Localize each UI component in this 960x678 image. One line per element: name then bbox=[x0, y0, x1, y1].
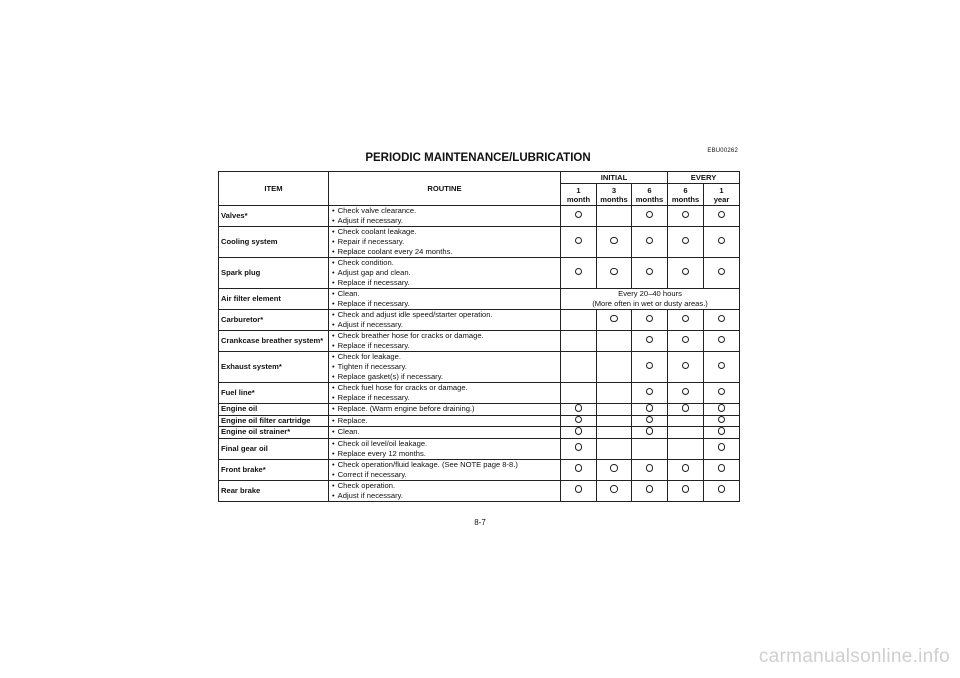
routine-step: • Replace if necessary. bbox=[332, 341, 558, 351]
item-name: Crankcase breather system* bbox=[219, 331, 329, 352]
interval-cell bbox=[668, 459, 704, 480]
circle-mark-icon bbox=[575, 237, 583, 245]
interval-cell bbox=[668, 227, 704, 258]
interval-cell bbox=[704, 258, 740, 289]
routine-step: • Check oil level/oil leakage. bbox=[332, 439, 558, 449]
interval-cell bbox=[632, 415, 668, 427]
interval-cell bbox=[561, 438, 597, 459]
circle-mark-icon bbox=[610, 237, 618, 245]
header-interval bbox=[668, 184, 704, 206]
circle-mark-icon bbox=[575, 211, 583, 219]
routine-cell bbox=[329, 415, 561, 427]
item-name: Spark plug bbox=[219, 258, 329, 289]
maintenance-schedule-table bbox=[218, 171, 740, 502]
interval-cell bbox=[704, 206, 740, 227]
table-row bbox=[219, 331, 740, 352]
circle-mark-icon bbox=[646, 211, 654, 219]
interval-cell bbox=[704, 404, 740, 416]
interval-cell bbox=[668, 427, 704, 439]
item-name: Engine oil filter cartridge bbox=[219, 415, 329, 427]
circle-mark-icon bbox=[575, 427, 583, 435]
routine-cell bbox=[329, 227, 561, 258]
item-name: Exhaust system* bbox=[219, 352, 329, 383]
interval-cell bbox=[632, 480, 668, 501]
header-interval bbox=[632, 184, 668, 206]
interval-cell bbox=[597, 352, 632, 383]
circle-mark-icon bbox=[575, 416, 583, 424]
table-row bbox=[219, 289, 740, 310]
interval-cell bbox=[704, 427, 740, 439]
header-item: ITEM bbox=[219, 172, 329, 206]
interval-cell bbox=[632, 258, 668, 289]
interval-cell bbox=[668, 258, 704, 289]
routine-cell bbox=[329, 459, 561, 480]
watermark: carmanualsonline.info bbox=[758, 646, 950, 667]
routine-cell bbox=[329, 480, 561, 501]
circle-mark-icon bbox=[682, 464, 690, 472]
circle-mark-icon bbox=[610, 315, 618, 323]
circle-mark-icon bbox=[718, 427, 726, 435]
circle-mark-icon bbox=[718, 315, 726, 323]
circle-mark-icon bbox=[646, 404, 654, 412]
routine-step: • Adjust gap and clean. bbox=[332, 268, 558, 278]
circle-mark-icon bbox=[646, 485, 654, 493]
circle-mark-icon bbox=[718, 268, 726, 276]
circle-mark-icon bbox=[682, 315, 690, 323]
interval-cell bbox=[632, 383, 668, 404]
routine-cell bbox=[329, 383, 561, 404]
interval-cell bbox=[632, 310, 668, 331]
circle-mark-icon bbox=[718, 404, 726, 412]
interval-cell bbox=[561, 459, 597, 480]
circle-mark-icon bbox=[646, 416, 654, 424]
interval-cell bbox=[632, 206, 668, 227]
routine-step: • Check operation/fluid leakage. (See NOTE page 8-8.) bbox=[332, 460, 558, 470]
interval-cell bbox=[632, 438, 668, 459]
interval-cell bbox=[632, 459, 668, 480]
interval-cell bbox=[668, 415, 704, 427]
interval-note bbox=[561, 289, 740, 310]
circle-mark-icon bbox=[718, 443, 726, 451]
interval-cell bbox=[561, 480, 597, 501]
circle-mark-icon bbox=[682, 388, 690, 396]
circle-mark-icon bbox=[718, 336, 726, 344]
header-every: EVERY bbox=[668, 172, 740, 184]
interval-cell bbox=[668, 438, 704, 459]
routine-step: • Check condition. bbox=[332, 258, 558, 268]
interval-cell bbox=[597, 459, 632, 480]
interval-cell bbox=[561, 404, 597, 416]
page-number: 8-7 bbox=[474, 518, 486, 527]
interval-cell bbox=[561, 227, 597, 258]
interval-unit: month bbox=[566, 194, 591, 204]
circle-mark-icon bbox=[718, 388, 726, 396]
interval-cell bbox=[597, 227, 632, 258]
interval-number: 3 bbox=[611, 185, 617, 195]
interval-cell bbox=[561, 331, 597, 352]
circle-mark-icon bbox=[646, 268, 654, 276]
interval-cell bbox=[597, 438, 632, 459]
table-row bbox=[219, 227, 740, 258]
table-row bbox=[219, 352, 740, 383]
item-name: Rear brake bbox=[219, 480, 329, 501]
circle-mark-icon bbox=[575, 443, 583, 451]
circle-mark-icon bbox=[646, 388, 654, 396]
header-interval bbox=[704, 184, 740, 206]
interval-cell bbox=[704, 459, 740, 480]
interval-cell bbox=[632, 404, 668, 416]
interval-cell bbox=[561, 310, 597, 331]
header-routine: ROUTINE bbox=[329, 172, 561, 206]
interval-number: 6 bbox=[683, 185, 688, 195]
interval-cell bbox=[704, 480, 740, 501]
circle-mark-icon bbox=[646, 427, 654, 435]
header-initial: INITIAL bbox=[561, 172, 668, 184]
circle-mark-icon bbox=[646, 315, 654, 323]
interval-cell bbox=[668, 383, 704, 404]
circle-mark-icon bbox=[575, 485, 583, 493]
routine-cell bbox=[329, 289, 561, 310]
routine-step: • Replace if necessary. bbox=[332, 299, 558, 309]
routine-cell bbox=[329, 310, 561, 331]
interval-cell bbox=[704, 352, 740, 383]
interval-cell bbox=[704, 438, 740, 459]
interval-cell bbox=[561, 352, 597, 383]
circle-mark-icon bbox=[682, 268, 690, 276]
interval-cell bbox=[597, 258, 632, 289]
table-row bbox=[219, 438, 740, 459]
routine-cell bbox=[329, 352, 561, 383]
circle-mark-icon bbox=[718, 362, 726, 370]
circle-mark-icon bbox=[575, 404, 583, 412]
routine-step: • Repair if necessary. bbox=[332, 237, 558, 247]
routine-step: • Check operation. bbox=[332, 481, 558, 491]
interval-cell bbox=[632, 331, 668, 352]
routine-step: • Replace. bbox=[332, 416, 558, 426]
interval-number: 1 bbox=[576, 185, 581, 195]
interval-cell bbox=[632, 352, 668, 383]
routine-cell bbox=[329, 438, 561, 459]
interval-cell bbox=[668, 331, 704, 352]
interval-number: 1 bbox=[719, 185, 724, 195]
interval-cell bbox=[597, 206, 632, 227]
table-row bbox=[219, 258, 740, 289]
routine-step: • Replace coolant every 24 months. bbox=[332, 247, 558, 257]
table-row bbox=[219, 404, 740, 416]
circle-mark-icon bbox=[610, 464, 618, 472]
table-row bbox=[219, 427, 740, 439]
interval-cell bbox=[704, 227, 740, 258]
item-name: Cooling system bbox=[219, 227, 329, 258]
interval-cell bbox=[632, 427, 668, 439]
routine-step: • Check and adjust idle speed/starter operation. bbox=[332, 310, 558, 320]
header-interval bbox=[597, 184, 632, 206]
table-row bbox=[219, 310, 740, 331]
interval-cell bbox=[668, 480, 704, 501]
routine-step: • Adjust if necessary. bbox=[332, 216, 558, 226]
circle-mark-icon bbox=[682, 211, 690, 219]
interval-cell bbox=[561, 206, 597, 227]
interval-cell bbox=[704, 310, 740, 331]
interval-cell bbox=[597, 427, 632, 439]
item-name: Fuel line* bbox=[219, 383, 329, 404]
routine-step: • Replace every 12 months. bbox=[332, 449, 558, 459]
table-row bbox=[219, 480, 740, 501]
interval-cell bbox=[668, 310, 704, 331]
circle-mark-icon bbox=[682, 485, 690, 493]
routine-step: • Check breather hose for cracks or damage. bbox=[332, 331, 558, 341]
circle-mark-icon bbox=[646, 362, 654, 370]
interval-unit: months bbox=[600, 194, 628, 204]
table-row bbox=[219, 383, 740, 404]
interval-note-line: Every 20–40 hours bbox=[618, 289, 682, 298]
interval-cell bbox=[561, 383, 597, 404]
interval-cell bbox=[597, 331, 632, 352]
routine-step: • Clean. bbox=[332, 289, 558, 299]
routine-step: • Check for leakage. bbox=[332, 352, 558, 362]
table-row bbox=[219, 415, 740, 427]
header-interval bbox=[561, 184, 597, 206]
table-row bbox=[219, 206, 740, 227]
circle-mark-icon bbox=[575, 268, 583, 276]
interval-cell bbox=[561, 258, 597, 289]
interval-cell bbox=[632, 227, 668, 258]
interval-cell bbox=[597, 415, 632, 427]
routine-step: • Tighten if necessary. bbox=[332, 362, 558, 372]
circle-mark-icon bbox=[610, 485, 618, 493]
routine-cell bbox=[329, 427, 561, 439]
routine-step: • Clean. bbox=[332, 427, 558, 437]
routine-step: • Check valve clearance. bbox=[332, 206, 558, 216]
circle-mark-icon bbox=[718, 237, 726, 245]
circle-mark-icon bbox=[575, 464, 583, 472]
routine-step: • Check fuel hose for cracks or damage. bbox=[332, 383, 558, 393]
table-row bbox=[219, 459, 740, 480]
circle-mark-icon bbox=[682, 404, 690, 412]
circle-mark-icon bbox=[718, 485, 726, 493]
interval-cell bbox=[597, 404, 632, 416]
circle-mark-icon bbox=[718, 416, 726, 424]
page-title: PERIODIC MAINTENANCE/LUBRICATION bbox=[365, 152, 591, 164]
interval-cell bbox=[704, 383, 740, 404]
interval-cell bbox=[561, 427, 597, 439]
circle-mark-icon bbox=[682, 237, 690, 245]
routine-step: • Adjust if necessary. bbox=[332, 491, 558, 501]
routine-step: • Replace. (Warm engine before draining.) bbox=[332, 404, 558, 414]
routine-step: • Replace if necessary. bbox=[332, 393, 558, 403]
interval-unit: months bbox=[671, 194, 700, 204]
routine-cell bbox=[329, 404, 561, 416]
circle-mark-icon bbox=[646, 237, 654, 245]
circle-mark-icon bbox=[646, 336, 654, 344]
interval-unit: year bbox=[713, 194, 730, 204]
routine-cell bbox=[329, 258, 561, 289]
item-name: Engine oil strainer* bbox=[219, 427, 329, 439]
routine-cell bbox=[329, 331, 561, 352]
interval-cell bbox=[597, 480, 632, 501]
interval-cell bbox=[704, 415, 740, 427]
item-name: Front brake* bbox=[219, 459, 329, 480]
interval-note-line: (More often in wet or dusty areas.) bbox=[592, 299, 708, 308]
circle-mark-icon bbox=[646, 464, 654, 472]
item-name: Engine oil bbox=[219, 404, 329, 416]
interval-cell bbox=[597, 383, 632, 404]
circle-mark-icon bbox=[610, 268, 618, 276]
routine-step: • Replace gasket(s) if necessary. bbox=[332, 372, 558, 382]
document-code: EBU00262 bbox=[707, 148, 738, 154]
interval-unit: months bbox=[635, 194, 664, 204]
interval-cell bbox=[561, 415, 597, 427]
interval-cell bbox=[668, 352, 704, 383]
interval-cell bbox=[704, 331, 740, 352]
circle-mark-icon bbox=[718, 211, 726, 219]
interval-cell bbox=[668, 206, 704, 227]
item-name: Final gear oil bbox=[219, 438, 329, 459]
routine-step: • Correct if necessary. bbox=[332, 470, 558, 480]
routine-step: • Replace if necessary. bbox=[332, 278, 558, 288]
item-name: Air filter element bbox=[219, 289, 329, 310]
circle-mark-icon bbox=[718, 464, 726, 472]
routine-step: • Check coolant leakage. bbox=[332, 227, 558, 237]
routine-step: • Adjust if necessary. bbox=[332, 320, 558, 330]
circle-mark-icon bbox=[682, 362, 690, 370]
circle-mark-icon bbox=[682, 336, 690, 344]
interval-cell bbox=[668, 404, 704, 416]
item-name: Carburetor* bbox=[219, 310, 329, 331]
interval-number: 6 bbox=[647, 185, 652, 195]
item-name: Valves* bbox=[219, 206, 329, 227]
interval-cell bbox=[597, 310, 632, 331]
routine-cell bbox=[329, 206, 561, 227]
